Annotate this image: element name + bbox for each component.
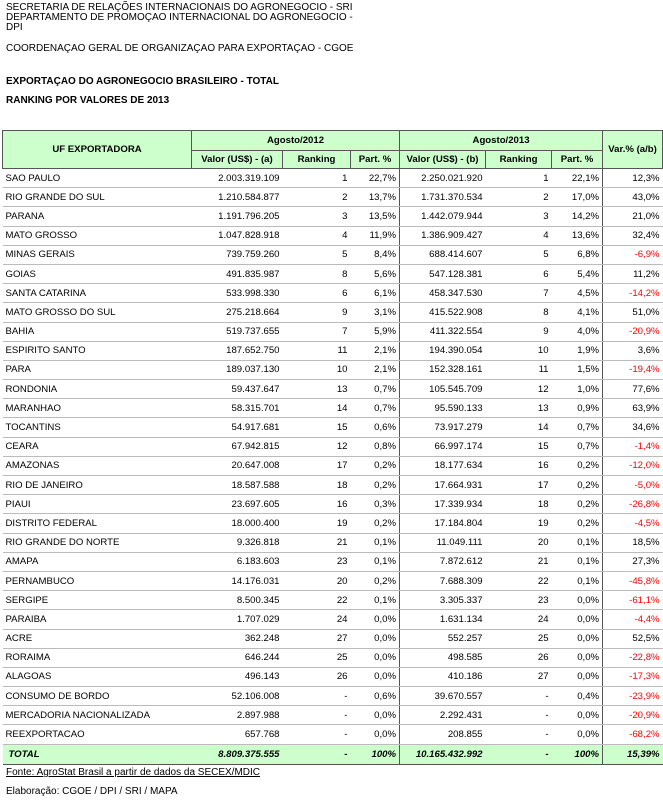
cell-part-2012: 5,6% [351,264,400,283]
table-row [3,341,663,360]
cell-value-2012: 275.218.664 [192,303,283,322]
cell-ranking-2013: 17 [486,476,552,495]
cell-value-2012: 657.768 [192,725,283,744]
cell-ranking-2013: 20 [486,533,552,552]
table-row [3,476,663,495]
table-row [3,226,663,245]
cell-ranking-2012: 26 [283,667,351,686]
cell-ranking-2012: 24 [283,610,351,629]
cell-part-2012: 2,1% [351,341,400,360]
cell-uf: CEARA [3,437,192,456]
cell-uf: DISTRITO FEDERAL [3,514,192,533]
cell-ranking-2012: 9 [283,303,351,322]
cell-uf: MATO GROSSO [3,226,192,245]
cell-value-2013: 194.390.054 [400,341,486,360]
cell-part-2013: 0,9% [552,399,603,418]
cell-ranking-2012: 14 [283,399,351,418]
cell-ranking-2012: 10 [283,360,351,379]
col-header-ranking-2012: Ranking [283,151,351,169]
table-row [3,399,663,418]
cell-value-2013: 105.545.709 [400,380,486,399]
table-row [3,437,663,456]
cell-ranking-2012: 11 [283,341,351,360]
cell-part-2012: 3,1% [351,303,400,322]
cell-uf: ACRE [3,629,192,648]
total-row [3,744,663,764]
cell-uf: SANTA CATARINA [3,284,192,303]
cell-var: 32,4% [603,226,663,245]
cell-ranking-2012: 25 [283,648,351,667]
cell-value-2012: 8.500.345 [192,591,283,610]
cell-value-2013: 17.184.804 [400,514,486,533]
cell-ranking-2013: 13 [486,399,552,418]
header-line-4: COORDENAÇAO GERAL DE ORGANIZAÇAO PARA EXPORTAÇAO - CGOE [6,43,354,54]
cell-ranking-2013: - [486,706,552,725]
cell-ranking-2012: 20 [283,571,351,590]
cell-part-2012: 0,8% [351,437,400,456]
col-header-valor-2012: Valor (US$) - (a) [192,151,283,169]
cell-part-2012: 22,7% [351,169,400,188]
cell-uf: SAO PAULO [3,169,192,188]
cell-value-2013: 39.670.557 [400,687,486,706]
cell-value-2012: 1.191.796.205 [192,207,283,226]
cell-part-2013: 5,4% [552,264,603,283]
cell-uf: PIAUI [3,495,192,514]
cell-value-2012: 23.697.605 [192,495,283,514]
table-row [3,648,663,667]
cell-part-2012: 0,0% [351,667,400,686]
cell-ranking-2012: 5 [283,245,351,264]
cell-uf: ALAGOAS [3,667,192,686]
cell-var: -68,2% [603,725,663,744]
cell-value-2013: 2.250.021.920 [400,169,486,188]
cell-value-2012: 187.652.750 [192,341,283,360]
cell-var: -26,8% [603,495,663,514]
cell-value-2013: 1.386.909.427 [400,226,486,245]
table-row [3,418,663,437]
cell-part-2012: 0,1% [351,552,400,571]
cell-ranking-2013: 16 [486,456,552,475]
cell-part-2013: 0,1% [552,533,603,552]
cell-part-2013: 0,0% [552,648,603,667]
cell-uf: RIO GRANDE DO NORTE [3,533,192,552]
cell-ranking-2012: 7 [283,322,351,341]
cell-part-2013: 22,1% [552,169,603,188]
cell-value-2012: 1.210.584.877 [192,188,283,207]
cell-uf: PARA [3,360,192,379]
cell-ranking-2013: 6 [486,264,552,283]
cell-value-2013: 17.339.934 [400,495,486,514]
cell-ranking-2013: 25 [486,629,552,648]
cell-part-2013: 0,2% [552,456,603,475]
cell-part-2012: 0,6% [351,418,400,437]
cell-part-2013: 0,7% [552,437,603,456]
cell-uf: SERGIPE [3,591,192,610]
cell-ranking-2013: 14 [486,418,552,437]
cell-value-2012: 189.037.130 [192,360,283,379]
cell-ranking-2012: - [283,706,351,725]
cell-ranking-2013: 11 [486,360,552,379]
col-header-part-2012: Part. % [351,151,400,169]
cell-value-2013: 688.414.607 [400,245,486,264]
cell-uf: TOCANTINS [3,418,192,437]
table-row [3,207,663,226]
cell-uf: CONSUMO DE BORDO [3,687,192,706]
credit-text: Elaboração: CGOE / DPI / SRI / MAPA [6,786,178,797]
cell-part-2012: 13,5% [351,207,400,226]
cell-part-2013: 4,0% [552,322,603,341]
cell-part-2012: 0,1% [351,533,400,552]
cell-var: -6,9% [603,245,663,264]
cell-part-2012: 2,1% [351,360,400,379]
cell-ranking-2013: 24 [486,610,552,629]
cell-part-2013: 6,8% [552,245,603,264]
cell-var: -4,5% [603,514,663,533]
cell-var: 52,5% [603,629,663,648]
cell-ranking-2012: 16 [283,495,351,514]
cell-value-2013: 208.855 [400,725,486,744]
cell-part-2012: 0,2% [351,456,400,475]
cell-part-2013: 0,2% [552,476,603,495]
cell-value-2012: 739.759.260 [192,245,283,264]
cell-var: 77,6% [603,380,663,399]
cell-var: 27,3% [603,552,663,571]
cell-value-2013: 66.997.174 [400,437,486,456]
cell-value-2013: 415.522.908 [400,303,486,322]
cell-uf: PARANA [3,207,192,226]
cell-value-2012: 491.835.987 [192,264,283,283]
table-row [3,725,663,744]
cell-value-2013: 17.664.931 [400,476,486,495]
cell-value-2012: 18.587.588 [192,476,283,495]
cell-part-2012: 0,1% [351,591,400,610]
cell-part-2012: 0,3% [351,495,400,514]
cell-part-2013: 0,4% [552,687,603,706]
cell-value-2013: 18.177.634 [400,456,486,475]
cell-value-2012: 67.942.815 [192,437,283,456]
cell-part-2012: 0,7% [351,380,400,399]
table-row [3,360,663,379]
table-row [3,629,663,648]
table-row [3,322,663,341]
cell-value-2012: 20.647.008 [192,456,283,475]
table-row [3,533,663,552]
cell-uf: RORAIMA [3,648,192,667]
cell-ranking-2012: 27 [283,629,351,648]
cell-ranking-2013: - [486,725,552,744]
cell-ranking-2012: 15 [283,418,351,437]
cell-uf: MERCADORIA NACIONALIZADA [3,706,192,725]
cell-var: -20,9% [603,706,663,725]
cell-part-2013: 14,2% [552,207,603,226]
total-ranking-2012: - [283,744,351,764]
cell-var: -4,4% [603,610,663,629]
table-row [3,667,663,686]
col-header-part-2013: Part. % [552,151,603,169]
cell-ranking-2013: 8 [486,303,552,322]
cell-ranking-2013: 10 [486,341,552,360]
report-title: EXPORTAÇAO DO AGRONEGOCIO BRASILEIRO - TOTAL [6,76,279,87]
cell-ranking-2012: 3 [283,207,351,226]
cell-value-2012: 2.897.988 [192,706,283,725]
cell-ranking-2012: 21 [283,533,351,552]
cell-part-2013: 4,1% [552,303,603,322]
cell-ranking-2012: 2 [283,188,351,207]
cell-value-2013: 547.128.381 [400,264,486,283]
cell-value-2013: 458.347.530 [400,284,486,303]
header-line-2: DEPARTAMENTO DE PROMOÇAO INTERNACIONAL DO AGRONEGOCIO - [6,12,353,23]
cell-var: -61,1% [603,591,663,610]
cell-value-2012: 18.000.400 [192,514,283,533]
total-value-2012: 8.809.375.555 [192,744,283,764]
cell-ranking-2013: 2 [486,188,552,207]
cell-value-2012: 52.106.008 [192,687,283,706]
cell-uf: RONDONIA [3,380,192,399]
table-row [3,552,663,571]
cell-ranking-2012: 1 [283,169,351,188]
cell-part-2012: 0,6% [351,687,400,706]
cell-part-2013: 0,2% [552,495,603,514]
cell-value-2013: 7.872.612 [400,552,486,571]
cell-var: -45,8% [603,571,663,590]
cell-uf: AMAPA [3,552,192,571]
total-part-2012: 100% [351,744,400,764]
cell-var: -20,9% [603,322,663,341]
cell-value-2013: 73.917.279 [400,418,486,437]
cell-ranking-2012: 6 [283,284,351,303]
cell-part-2013: 0,0% [552,629,603,648]
cell-ranking-2013: 1 [486,169,552,188]
cell-var: -19,4% [603,360,663,379]
cell-value-2012: 14.176.031 [192,571,283,590]
cell-uf: AMAZONAS [3,456,192,475]
cell-value-2013: 1.631.134 [400,610,486,629]
cell-var: -22,8% [603,648,663,667]
col-header-valor-2013: Valor (US$) - (b) [400,151,486,169]
table-row [3,514,663,533]
table-row [3,169,663,188]
col-header-ranking-2013: Ranking [486,151,552,169]
cell-value-2013: 152.328.161 [400,360,486,379]
cell-ranking-2012: 17 [283,456,351,475]
table-row [3,284,663,303]
cell-value-2013: 11.049.111 [400,533,486,552]
cell-part-2012: 13,7% [351,188,400,207]
cell-part-2013: 0,7% [552,418,603,437]
cell-ranking-2013: 5 [486,245,552,264]
cell-uf: MARANHAO [3,399,192,418]
cell-value-2013: 7.688.309 [400,571,486,590]
table-row [3,706,663,725]
table-body [3,169,663,745]
cell-ranking-2013: 22 [486,571,552,590]
cell-ranking-2013: 9 [486,322,552,341]
ranking-table [2,130,663,765]
cell-uf: ESPIRITO SANTO [3,341,192,360]
cell-uf: BAHIA [3,322,192,341]
header-line-1: SECRETARIA DE RELAÇÕES INTERNACIONAIS DO AGRONEGOCIO - SRI [6,2,353,13]
cell-part-2013: 0,2% [552,514,603,533]
cell-value-2012: 1.047.828.918 [192,226,283,245]
cell-ranking-2013: 27 [486,667,552,686]
table-row [3,495,663,514]
table-row [3,303,663,322]
cell-var: -17,3% [603,667,663,686]
cell-part-2013: 0,0% [552,667,603,686]
cell-part-2012: 0,2% [351,571,400,590]
cell-uf: RIO DE JANEIRO [3,476,192,495]
table-row [3,610,663,629]
cell-var: -12,0% [603,456,663,475]
cell-ranking-2013: 7 [486,284,552,303]
cell-ranking-2013: 3 [486,207,552,226]
cell-ranking-2012: - [283,687,351,706]
cell-value-2012: 54.917.681 [192,418,283,437]
cell-part-2012: 0,7% [351,399,400,418]
cell-value-2012: 519.737.655 [192,322,283,341]
cell-ranking-2012: 22 [283,591,351,610]
cell-value-2013: 95.590.133 [400,399,486,418]
cell-ranking-2012: 13 [283,380,351,399]
cell-uf: REEXPORTACAO [3,725,192,744]
table-row [3,687,663,706]
cell-ranking-2012: 18 [283,476,351,495]
cell-ranking-2013: 21 [486,552,552,571]
cell-part-2013: 1,5% [552,360,603,379]
table-row [3,188,663,207]
cell-uf: MATO GROSSO DO SUL [3,303,192,322]
table-row [3,591,663,610]
table-row [3,264,663,283]
cell-value-2012: 6.183.603 [192,552,283,571]
cell-part-2013: 13,6% [552,226,603,245]
cell-value-2012: 1.707.029 [192,610,283,629]
cell-part-2013: 1,9% [552,341,603,360]
cell-uf: PERNAMBUCO [3,571,192,590]
cell-part-2012: 0,0% [351,706,400,725]
cell-part-2013: 0,0% [552,725,603,744]
cell-ranking-2013: 4 [486,226,552,245]
cell-value-2013: 1.442.079.944 [400,207,486,226]
cell-ranking-2012: 19 [283,514,351,533]
cell-value-2013: 411.322.554 [400,322,486,341]
cell-ranking-2013: 12 [486,380,552,399]
cell-part-2013: 1,0% [552,380,603,399]
cell-ranking-2013: 26 [486,648,552,667]
cell-var: 18,5% [603,533,663,552]
cell-part-2013: 0,1% [552,571,603,590]
cell-value-2013: 3.305.337 [400,591,486,610]
cell-var: -1,4% [603,437,663,456]
cell-part-2012: 0,0% [351,648,400,667]
cell-value-2013: 1.731.370.534 [400,188,486,207]
report-subtitle: RANKING POR VALORES DE 2013 [6,95,170,106]
cell-var: 11,2% [603,264,663,283]
cell-part-2012: 5,9% [351,322,400,341]
total-ranking-2013: - [486,744,552,764]
cell-var: 63,9% [603,399,663,418]
cell-var: 21,0% [603,207,663,226]
cell-ranking-2012: 8 [283,264,351,283]
cell-var: -23,9% [603,687,663,706]
col-header-var: Var.% (a/b) [603,131,663,169]
cell-part-2012: 0,0% [351,629,400,648]
cell-part-2013: 0,0% [552,706,603,725]
total-value-2013: 10.165.432.992 [400,744,486,764]
total-label: TOTAL [3,744,192,764]
cell-part-2013: 4,5% [552,284,603,303]
cell-ranking-2013: - [486,687,552,706]
cell-value-2013: 410.186 [400,667,486,686]
source-link[interactable]: Fonte: AgroStat Brasil a partir de dados da SECEX/MDIC [6,767,261,778]
cell-uf: PARAIBA [3,610,192,629]
cell-uf: MINAS GERAIS [3,245,192,264]
cell-var: -5,0% [603,476,663,495]
cell-part-2012: 8,4% [351,245,400,264]
cell-value-2013: 552.257 [400,629,486,648]
cell-value-2012: 496.143 [192,667,283,686]
cell-var: 3,6% [603,341,663,360]
group-header-2012: Agosto/2012 [192,131,400,151]
cell-var: 43,0% [603,188,663,207]
cell-ranking-2013: 23 [486,591,552,610]
cell-part-2012: 11,9% [351,226,400,245]
cell-var: 12,3% [603,169,663,188]
table-row [3,245,663,264]
cell-ranking-2013: 15 [486,437,552,456]
cell-ranking-2012: 12 [283,437,351,456]
cell-value-2012: 58.315.701 [192,399,283,418]
table-row [3,571,663,590]
group-header-2013: Agosto/2013 [400,131,603,151]
cell-part-2012: 6,1% [351,284,400,303]
cell-value-2013: 498.585 [400,648,486,667]
cell-var: 51,0% [603,303,663,322]
cell-ranking-2012: - [283,725,351,744]
cell-ranking-2013: 18 [486,495,552,514]
cell-uf: RIO GRANDE DO SUL [3,188,192,207]
header-line-3: DPI [6,22,23,33]
cell-var: -14,2% [603,284,663,303]
cell-value-2012: 533.998.330 [192,284,283,303]
cell-part-2012: 0,0% [351,610,400,629]
cell-part-2012: 0,0% [351,725,400,744]
cell-part-2013: 17,0% [552,188,603,207]
cell-value-2012: 9.326.818 [192,533,283,552]
cell-ranking-2012: 4 [283,226,351,245]
cell-value-2012: 362.248 [192,629,283,648]
cell-var: 34,6% [603,418,663,437]
col-header-uf: UF EXPORTADORA [3,131,192,169]
cell-ranking-2012: 23 [283,552,351,571]
total-part-2013: 100% [552,744,603,764]
cell-value-2012: 646.244 [192,648,283,667]
total-var: 15,39% [603,744,663,764]
cell-part-2013: 0,0% [552,610,603,629]
cell-part-2012: 0,2% [351,476,400,495]
cell-value-2012: 59.437.647 [192,380,283,399]
cell-uf: GOIAS [3,264,192,283]
cell-value-2013: 2.292.431 [400,706,486,725]
cell-value-2012: 2.003.319.109 [192,169,283,188]
table-row [3,456,663,475]
table-row [3,380,663,399]
cell-part-2013: 0,0% [552,591,603,610]
cell-ranking-2013: 19 [486,514,552,533]
cell-part-2012: 0,2% [351,514,400,533]
cell-part-2013: 0,1% [552,552,603,571]
